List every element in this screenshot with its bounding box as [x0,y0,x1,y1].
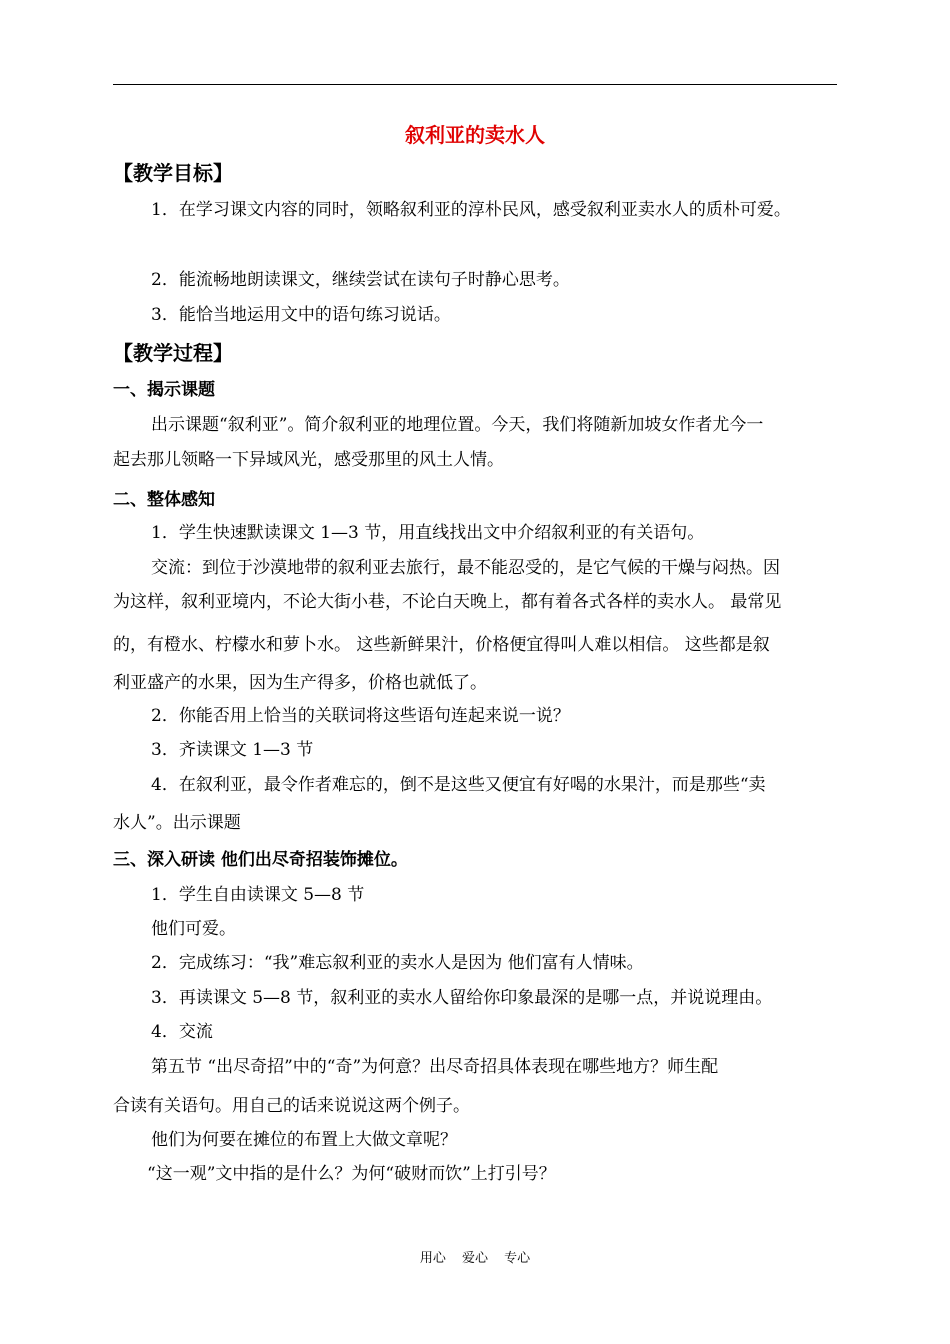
paragraph-line: 3．再读课文 5—8 节，叙利亚的卖水人留给你印象最深的是哪一点，并说说理由。 [151,988,773,1008]
paragraph-line: 合读有关语句。用自己的话来说说这两个例子。 [113,1096,470,1116]
goal-item: 3．能恰当地运用文中的语句练习说话。 [151,305,451,325]
process-heading: 【教学过程】 [113,341,233,365]
paragraph-line: 水人”。出示课题 [113,813,241,833]
paragraph-line: 为这样，叙利亚境内，不论大街小巷，不论白天晚上，都有着各式各样的卖水人。 最常见 [113,592,782,612]
paragraph-line: 出示课题“叙利亚”。简介叙利亚的地理位置。今天，我们将随新加坡女作者尤今一 [151,415,764,435]
paragraph-line: “这一观”文中指的是什么？为何“破财而饮”上打引号？ [147,1164,556,1184]
paragraph-line: 起去那儿领略一下异域风光，感受那里的风土人情。 [113,450,504,470]
paragraph-line: 2．你能否用上恰当的关联词将这些语句连起来说一说？ [151,706,570,726]
paragraph-line: 他们可爱。 [151,919,236,939]
section-heading: 二、整体感知 [113,490,215,510]
paragraph-line: 4．交流 [151,1022,213,1042]
goal-item: 2．能流畅地朗读课文，继续尝试在读句子时静心思考。 [151,270,570,290]
paragraph-line: 利亚盛产的水果，因为生产得多，价格也就低了。 [113,673,487,693]
paragraph-line: 3．齐读课文 1—3 节 [151,740,314,760]
paragraph-line: 第五节 “出尽奇招”中的“奇”为何意？出尽奇招具体表现在哪些地方？师生配 [151,1057,719,1077]
section-heading: 一、揭示课题 [113,380,215,400]
paragraph-line: 他们为何要在摊位的布置上大做文章呢？ [151,1130,457,1150]
section-heading: 三、深入研读 他们出尽奇招装饰摊位。 [113,850,408,870]
page-footer: 用心 爱心 专心 [419,1251,531,1266]
paragraph-line: 的，有橙水、柠檬水和萝卜水。 这些新鲜果汁，价格便宜得叫人难以相信。 这些都是叙 [113,635,770,655]
goals-heading: 【教学目标】 [113,161,233,185]
document-title: 叙利亚的卖水人 [405,123,545,147]
paragraph-line: 2．完成练习：“我”难忘叙利亚的卖水人是因为 他们富有人情味。 [151,953,644,973]
paragraph-line: 交流：到位于沙漠地带的叙利亚去旅行，最不能忍受的，是它气候的干燥与闷热。因 [151,558,780,578]
header-rule [113,84,837,85]
paragraph-line: 4．在叙利亚，最令作者难忘的，倒不是这些又便宜有好喝的水果汁，而是那些“卖 [151,775,766,795]
paragraph-line: 1．学生快速默读课文 1—3 节，用直线找出文中介绍叙利亚的有关语句。 [151,523,705,543]
paragraph-line: 1．学生自由读课文 5—8 节 [151,885,365,905]
goal-item: 1．在学习课文内容的同时，领略叙利亚的淳朴民风，感受叙利亚卖水人的质朴可爱。 [151,200,791,220]
